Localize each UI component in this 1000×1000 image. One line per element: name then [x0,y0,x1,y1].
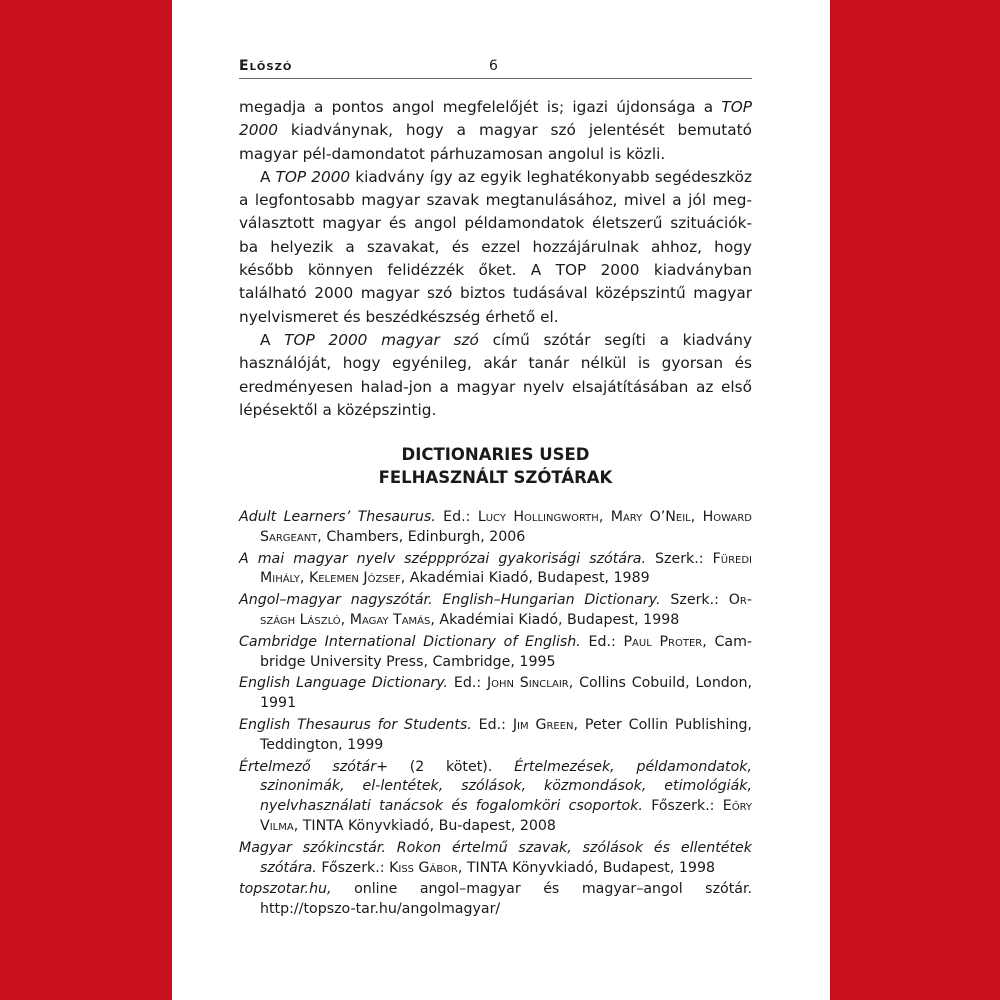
italic-text: Cambridge International Dictionary of English. [239,633,581,650]
reference-entry [239,633,752,673]
text-segment: , Akadémiai Kiadó, Budapest, 1989 [400,570,650,587]
text-segment: , Chambers, Edinburgh, 2006 [317,528,526,545]
text-segment: A [260,167,276,186]
preface-paragraph [239,166,752,329]
author-name: Mary O’Neil [610,509,691,525]
author-name: Kelemen József [308,570,401,587]
heading-english: DICTIONARIES USED [401,445,590,464]
text-segment: Főszerk.: [642,798,723,815]
author-name: Füredi Mihály [260,550,752,587]
italic-text: Angol–magyar nagyszótár. English–Hungarian Dictionary. [239,592,661,609]
reference-entry [239,716,752,756]
preface-paragraph [239,96,752,166]
text-segment: , [299,570,309,587]
reference-entry [239,880,752,920]
text-segment: online angol–magyar és magyar–angol szótár. http://topszo-tar.hu/angolmagyar/ [260,881,752,918]
reference-entry [239,758,752,837]
text-segment: , Collins Cobuild, London, 1991 [260,675,752,712]
text-segment: kiadvány így az egyik leghatékonyabb segédeszköz a legfontosabb magyar szavak megtanulásához, mivel a jól meg-választott magyar és angol példamondatok életszerű szituációk-ba helyezik a szavakat, és ezzel hozzájárulnak ahhoz, hogy később könnyen felidézzék őket. A TOP 2000 kiadványban található 2000 magyar szó biztos tudásával középszintű magyar nyelvismeret és beszédkészség érhető el. [239,167,753,326]
italic-text: topszotar.hu, [239,881,332,898]
author-name: Magay Tamás [349,611,431,628]
italic-text: English Language Dictionary. [239,675,449,692]
italic-text: Értelmezések, példamondatok, szinonimák, el-lentétek, szólások, közmondások, etimológiák, nyelvhasználati tanácsok és fogalomköri csoportok. [260,758,752,815]
italic-text: Magyar szókincstár. Rokon értelmű szavak, szólások és ellentétek szótára. [239,839,752,876]
text-segment: című szótár segíti a kiadvány használóját, hogy egyénileg, akár tanár nélkül is gyorsan és eredményesen halad-jon a magyar nyelv elsajátításában az első lépésektől a középszintig. [239,330,753,419]
reference-entry [239,674,752,714]
reference-entry [239,591,752,631]
italic-text: Adult Learners’ Thesaurus. [239,509,436,525]
text-segment: , TINTA Könyvkiadó, Bu-dapest, 2008 [293,817,556,834]
text-segment: , TINTA Könyvkiadó, Budapest, 1998 [457,859,715,876]
reference-entry [239,508,752,548]
text-segment: , Peter Collin Publishing, Teddington, 1999 [260,716,752,753]
heading-hungarian: FELHASZNÁLT SZÓTÁRAK [378,468,613,487]
author-name: Or-szágh László [260,592,752,628]
text-segment: Ed.: [448,675,487,692]
text-segment: Szerk.: [660,592,729,609]
reference-list [239,508,752,922]
dictionaries-heading [239,443,752,489]
italic-text: Értelmező szótár+ [239,758,388,775]
book-page [172,0,830,1000]
text-segment: Szerk.: [646,550,713,567]
text-segment: Főszerk.: [316,859,390,876]
italic-text: TOP 2000 [239,98,752,140]
author-name: Eőry Vilma [260,798,753,834]
running-header [239,58,752,79]
italic-text: English Thesaurus for Students. [239,716,472,733]
page-number: 6 [489,58,498,74]
author-name: John Sinclair [486,675,569,692]
author-name: Paul Proter [623,633,703,650]
author-name: Kiss Gábor [389,859,458,876]
text-segment: , [340,611,350,628]
text-segment: A [260,330,285,349]
italic-text: A mai magyar nyelv széppprózai gyakorisági szótára. [239,550,647,567]
italic-text: TOP 2000 magyar szó [284,330,479,349]
author-name: Jim Green [512,716,574,733]
italic-text: TOP 2000 [275,167,351,186]
preface-body [239,96,752,422]
text-segment: , [690,509,703,525]
text-segment: (2 kötet). [387,758,515,775]
text-segment: Ed.: [580,633,624,650]
text-segment: Ed.: [435,509,478,525]
reference-entry [239,839,752,879]
text-segment: kiadványnak, hogy a magyar szó jelentését bemutató magyar pél-damondatot párhuzamosan angolul is közli. [239,121,752,163]
text-segment: , Cam-bridge University Press, Cambridge, 1995 [260,633,753,670]
text-segment: megadja a pontos angol megfelelőjét is; igazi újdonsága a [239,98,722,116]
author-name: Howard Sargeant [260,509,753,545]
author-name: Lucy Hollingworth [477,509,599,525]
text-segment: , Akadémiai Kiadó, Budapest, 1998 [430,611,680,628]
reference-entry [239,550,752,590]
preface-paragraph [239,329,752,422]
section-title: Előszó [239,58,293,74]
text-segment: , [598,509,611,525]
text-segment: Ed.: [471,716,513,733]
